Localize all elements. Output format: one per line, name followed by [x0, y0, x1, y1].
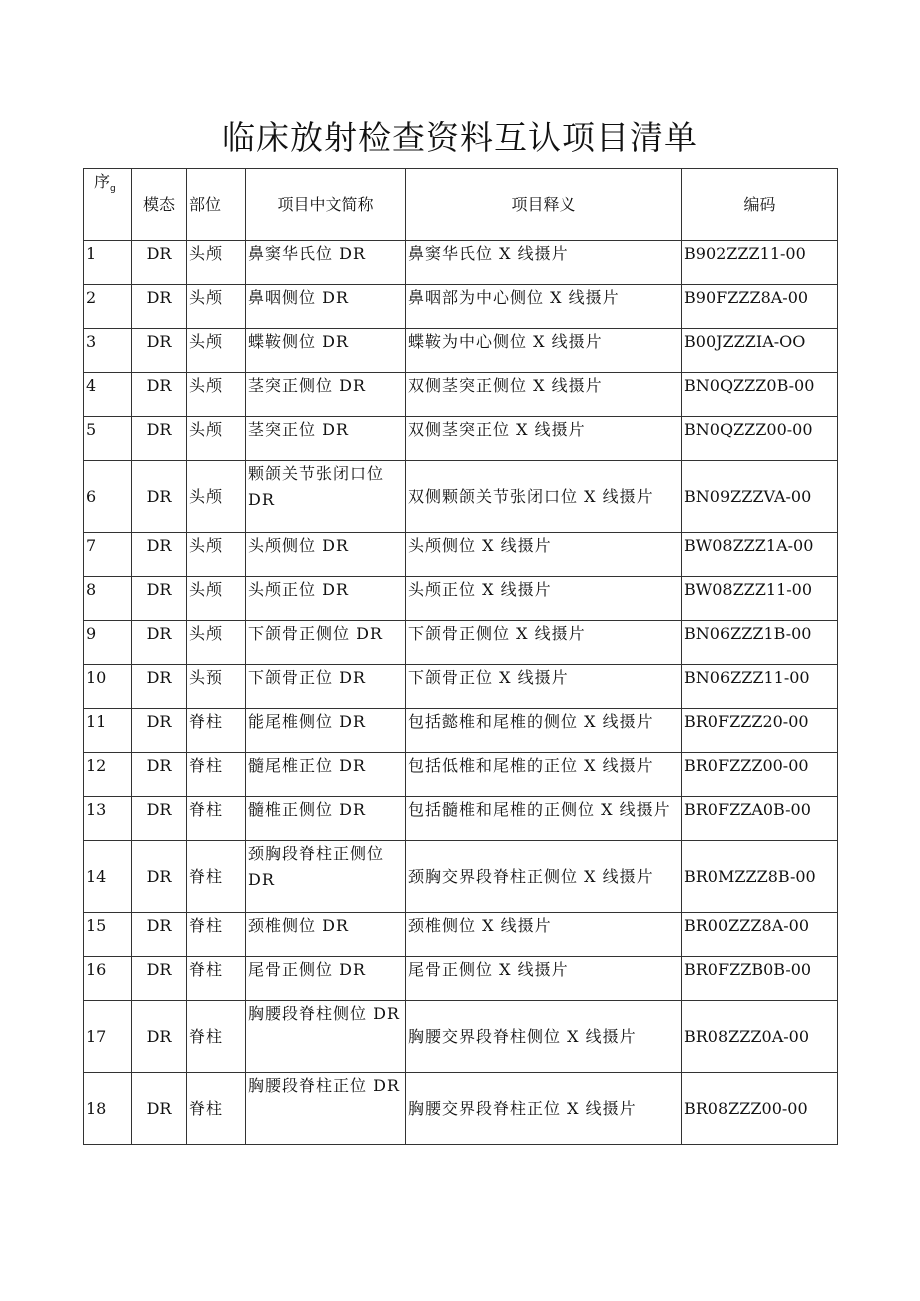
cell-modality: DR — [132, 709, 187, 753]
cell-name: 髓椎正侧位 DR — [246, 797, 406, 841]
table-body — [84, 241, 838, 1145]
cell-modality: DR — [132, 241, 187, 285]
table-header-row — [84, 169, 838, 241]
cell-code: BN06ZZZ1B-00 — [682, 621, 838, 665]
cell-code: BR0FZZZ20-00 — [682, 709, 838, 753]
cell-part: 头颅 — [187, 533, 246, 577]
cell-desc: 包括低椎和尾椎的正位 X 线摄片 — [406, 753, 682, 797]
cell-name: 下颌骨正位 DR — [246, 665, 406, 709]
header-modality: 模态 — [132, 169, 187, 241]
cell-part: 头颅 — [187, 461, 246, 533]
cell-name: 髓尾椎正位 DR — [246, 753, 406, 797]
cell-modality: DR — [132, 621, 187, 665]
table-row — [84, 461, 838, 533]
table-row — [84, 709, 838, 753]
cell-modality: DR — [132, 417, 187, 461]
cell-desc: 下颌骨正位 X 线摄片 — [406, 665, 682, 709]
cell-code: BR08ZZZ00-00 — [682, 1073, 838, 1145]
cell-no: 3 — [84, 329, 132, 373]
cell-modality: DR — [132, 533, 187, 577]
cell-desc: 包括懿椎和尾椎的侧位 X 线摄片 — [406, 709, 682, 753]
cell-desc: 包括髓椎和尾椎的正侧位 X 线摄片 — [406, 797, 682, 841]
table-row — [84, 621, 838, 665]
table-row — [84, 533, 838, 577]
cell-modality: DR — [132, 1073, 187, 1145]
cell-code: B902ZZZ11-00 — [682, 241, 838, 285]
cell-code: BR0FZZZ00-00 — [682, 753, 838, 797]
cell-desc: 蝶鞍为中心侧位 X 线摄片 — [406, 329, 682, 373]
table-row — [84, 665, 838, 709]
cell-desc: 双侧颗颌关节张闭口位 X 线摄片 — [406, 461, 682, 533]
cell-name: 鼻窦华氏位 DR — [246, 241, 406, 285]
cell-name: 下颌骨正侧位 DR — [246, 621, 406, 665]
table-row — [84, 1001, 838, 1073]
cell-no: 13 — [84, 797, 132, 841]
cell-part: 脊柱 — [187, 913, 246, 957]
cell-modality: DR — [132, 1001, 187, 1073]
cell-no: 9 — [84, 621, 132, 665]
cell-desc: 鼻窦华氏位 X 线摄片 — [406, 241, 682, 285]
cell-name: 鼻咽侧位 DR — [246, 285, 406, 329]
cell-name: 蝶鞍侧位 DR — [246, 329, 406, 373]
cell-part: 头颅 — [187, 621, 246, 665]
cell-name: 颈胸段脊柱正侧位 DR — [246, 841, 406, 913]
cell-desc: 颈椎侧位 X 线摄片 — [406, 913, 682, 957]
cell-no: 5 — [84, 417, 132, 461]
cell-name: 尾骨正侧位 DR — [246, 957, 406, 1001]
cell-code: BN09ZZZVA-00 — [682, 461, 838, 533]
cell-code: BR00ZZZ8A-00 — [682, 913, 838, 957]
table-row — [84, 753, 838, 797]
cell-part: 头颅 — [187, 241, 246, 285]
cell-code: BR0FZZA0B-00 — [682, 797, 838, 841]
cell-desc: 胸腰交界段脊柱正位 X 线摄片 — [406, 1073, 682, 1145]
cell-code: B00JZZZIA-OO — [682, 329, 838, 373]
cell-modality: DR — [132, 957, 187, 1001]
cell-modality: DR — [132, 285, 187, 329]
cell-part: 头预 — [187, 665, 246, 709]
cell-part: 脊柱 — [187, 1001, 246, 1073]
cell-no: 11 — [84, 709, 132, 753]
cell-desc: 尾骨正侧位 X 线摄片 — [406, 957, 682, 1001]
table-row — [84, 373, 838, 417]
cell-modality: DR — [132, 461, 187, 533]
cell-no: 14 — [84, 841, 132, 913]
cell-modality: DR — [132, 373, 187, 417]
cell-desc: 鼻咽部为中心侧位 X 线摄片 — [406, 285, 682, 329]
project-table — [83, 168, 838, 1145]
cell-name: 胸腰段脊柱正位 DR — [246, 1073, 406, 1145]
cell-part: 头颅 — [187, 329, 246, 373]
cell-desc: 下颌骨正侧位 X 线摄片 — [406, 621, 682, 665]
table-row — [84, 957, 838, 1001]
cell-code: BW08ZZZ11-00 — [682, 577, 838, 621]
cell-no: 2 — [84, 285, 132, 329]
cell-part: 脊柱 — [187, 841, 246, 913]
cell-part: 脊柱 — [187, 1073, 246, 1145]
cell-no: 1 — [84, 241, 132, 285]
cell-desc: 双侧茎突正侧位 X 线摄片 — [406, 373, 682, 417]
table-row — [84, 1073, 838, 1145]
cell-name: 茎突正侧位 DR — [246, 373, 406, 417]
cell-part: 头颅 — [187, 285, 246, 329]
cell-no: 6 — [84, 461, 132, 533]
table-row — [84, 417, 838, 461]
cell-no: 12 — [84, 753, 132, 797]
header-desc: 项目释义 — [406, 169, 682, 241]
cell-no: 7 — [84, 533, 132, 577]
table-row — [84, 913, 838, 957]
cell-desc: 双侧茎突正位 X 线摄片 — [406, 417, 682, 461]
cell-name: 能尾椎侧位 DR — [246, 709, 406, 753]
cell-part: 头颅 — [187, 417, 246, 461]
cell-name: 茎突正位 DR — [246, 417, 406, 461]
header-code: 编码 — [682, 169, 838, 241]
cell-name: 头颅正位 DR — [246, 577, 406, 621]
cell-desc: 颈胸交界段脊柱正侧位 X 线摄片 — [406, 841, 682, 913]
cell-no: 4 — [84, 373, 132, 417]
table-row — [84, 285, 838, 329]
cell-part: 脊柱 — [187, 797, 246, 841]
page-title: 临床放射检查资料互认项目清单 — [222, 118, 698, 157]
cell-code: BN0QZZZ0B-00 — [682, 373, 838, 417]
header-no: 序$_g$ — [84, 169, 132, 241]
cell-code: BR08ZZZ0A-00 — [682, 1001, 838, 1073]
cell-modality: DR — [132, 329, 187, 373]
cell-desc: 头颅正位 X 线摄片 — [406, 577, 682, 621]
cell-modality: DR — [132, 797, 187, 841]
cell-no: 8 — [84, 577, 132, 621]
cell-modality: DR — [132, 841, 187, 913]
cell-name: 颗颌关节张闭口位 DR — [246, 461, 406, 533]
table-row — [84, 577, 838, 621]
cell-desc: 头颅侧位 X 线摄片 — [406, 533, 682, 577]
table-row — [84, 841, 838, 913]
cell-code: BR0MZZZ8B-00 — [682, 841, 838, 913]
cell-no: 17 — [84, 1001, 132, 1073]
cell-part: 脊柱 — [187, 709, 246, 753]
cell-modality: DR — [132, 753, 187, 797]
cell-no: 10 — [84, 665, 132, 709]
cell-name: 颈椎侧位 DR — [246, 913, 406, 957]
table-row — [84, 241, 838, 285]
cell-part: 头颅 — [187, 373, 246, 417]
cell-modality: DR — [132, 913, 187, 957]
cell-code: B90FZZZ8A-00 — [682, 285, 838, 329]
cell-desc: 胸腰交界段脊柱侧位 X 线摄片 — [406, 1001, 682, 1073]
cell-modality: DR — [132, 577, 187, 621]
cell-code: BN06ZZZ11-00 — [682, 665, 838, 709]
cell-code: BR0FZZB0B-00 — [682, 957, 838, 1001]
cell-name: 胸腰段脊柱侧位 DR — [246, 1001, 406, 1073]
cell-no: 16 — [84, 957, 132, 1001]
cell-code: BN0QZZZ00-00 — [682, 417, 838, 461]
cell-part: 脊柱 — [187, 957, 246, 1001]
header-no-sub: g — [110, 184, 116, 195]
cell-part: 头颅 — [187, 577, 246, 621]
header-part: 部位 — [187, 169, 246, 241]
cell-part: 脊柱 — [187, 753, 246, 797]
cell-no: 18 — [84, 1073, 132, 1145]
cell-modality: DR — [132, 665, 187, 709]
cell-code: BW08ZZZ1A-00 — [682, 533, 838, 577]
header-name: 项目中文简称 — [246, 169, 406, 241]
table-row — [84, 329, 838, 373]
cell-name: 头颅侧位 DR — [246, 533, 406, 577]
table-row — [84, 797, 838, 841]
cell-no: 15 — [84, 913, 132, 957]
